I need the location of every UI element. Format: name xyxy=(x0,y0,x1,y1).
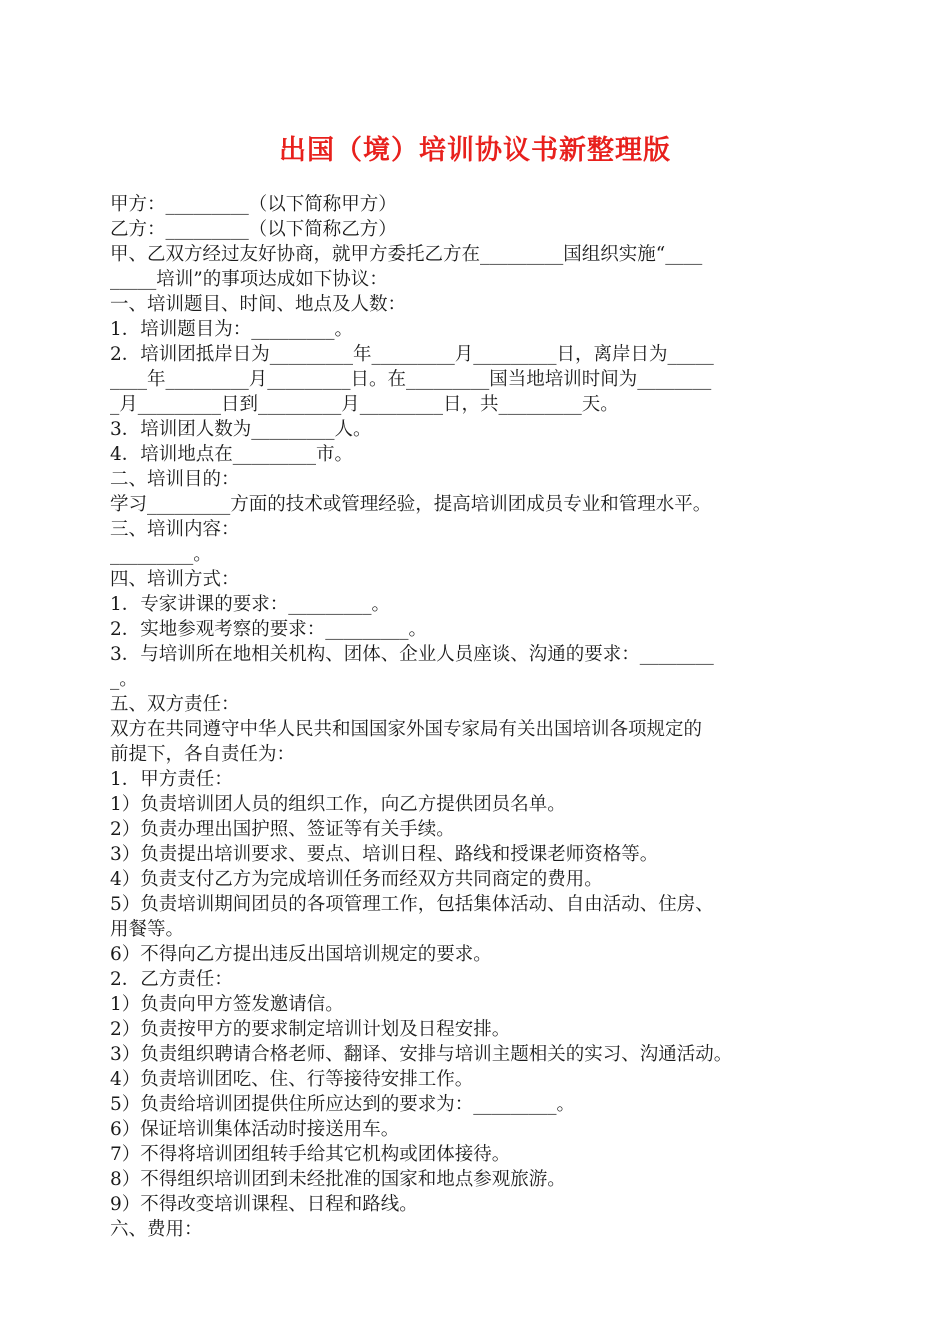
document-line: 一、培训题目、时间、地点及人数： xyxy=(110,294,407,315)
document-line: 2）负责按甲方的要求制定培训计划及日程安排。 xyxy=(110,1019,511,1040)
document-line: 前提下，各自责任为： xyxy=(110,744,296,765)
document-line: 用餐等。 xyxy=(110,919,185,940)
document-line: 6）不得向乙方提出违反出国培训规定的要求。 xyxy=(110,944,492,965)
document-body xyxy=(110,192,845,1242)
document-line: 3）负责提出培训要求、要点、培训日程、路线和授课老师资格等。 xyxy=(110,844,659,865)
document-line: 4）负责支付乙方为完成培训任务而经双方共同商定的费用。 xyxy=(110,869,603,890)
document-line: 1）负责培训团人员的组织工作，向乙方提供团员名单。 xyxy=(110,794,566,815)
document-line: 3．与培训所在地相关机构、团体、企业人员座谈、沟通的要求：________ xyxy=(110,644,714,665)
document-line: 1．培训题目为：_________。 xyxy=(110,319,354,340)
document-line: 9）不得改变培训课程、日程和路线。 xyxy=(110,1194,418,1215)
document-line: 8）不得组织培训团到未经批准的国家和地点参观旅游。 xyxy=(110,1169,566,1190)
document-line: 六、费用： xyxy=(110,1219,203,1240)
document-line: 学习_________方面的技术或管理经验，提高培训团成员专业和管理水平。 xyxy=(110,494,712,515)
document-line: 4）负责培训团吃、住、行等接待安排工作。 xyxy=(110,1069,474,1090)
document-line: 甲、乙双方经过友好协商，就甲方委托乙方在_________国组织实施“____ xyxy=(110,244,703,265)
document-line: 甲方：_________（以下简称甲方） xyxy=(110,194,397,215)
document-line: 6）保证培训集体活动时接送用车。 xyxy=(110,1119,400,1140)
document-line: _。 xyxy=(110,669,138,690)
document-line: 2．乙方责任： xyxy=(110,969,233,990)
document-line: 1）负责向甲方签发邀请信。 xyxy=(110,994,344,1015)
document-line: 5）负责培训期间团员的各项管理工作，包括集体活动、自由活动、住房、 xyxy=(110,894,714,915)
document-line: 五、双方责任： xyxy=(110,694,240,715)
document-line: 7）不得将培训团组转手给其它机构或团体接待。 xyxy=(110,1144,511,1165)
document-line: 双方在共同遵守中华人民共和国国家外国专家局有关出国培训各项规定的 xyxy=(110,719,703,740)
document-line: 乙方：_________（以下简称乙方） xyxy=(110,219,397,240)
document-line: 3．培训团人数为_________人。 xyxy=(110,419,372,440)
document-title: 出国（境）培训协议书新整理版 xyxy=(279,135,671,166)
document-line: _____培训”的事项达成如下协议： xyxy=(110,269,388,290)
document-line: 2．培训团抵岸日为_________年_________月_________日，离岸日为_____ xyxy=(110,344,714,365)
document-line: ____年_________月_________日。在_________国当地培训时间为________ xyxy=(110,369,712,390)
document-line: 4．培训地点在_________市。 xyxy=(110,444,354,465)
document-line: 2．实地参观考察的要求：_________。 xyxy=(110,619,428,640)
document-line: 5）负责给培训团提供住所应达到的要求为：_________。 xyxy=(110,1094,576,1115)
document-line: 二、培训目的： xyxy=(110,469,240,490)
document-line: 1．甲方责任： xyxy=(110,769,233,790)
document-line: _________。 xyxy=(110,544,212,565)
document-line: 2）负责办理出国护照、签证等有关手续。 xyxy=(110,819,455,840)
document-line: 三、培训内容： xyxy=(110,519,240,540)
document-line: 四、培训方式： xyxy=(110,569,240,590)
document-line: 3）负责组织聘请合格老师、翻译、安排与培训主题相关的实习、沟通活动。 xyxy=(110,1044,733,1065)
document-line: _月_________日到_________月_________日，共_________天。 xyxy=(110,394,619,415)
document-line: 1．专家讲课的要求：_________。 xyxy=(110,594,391,615)
